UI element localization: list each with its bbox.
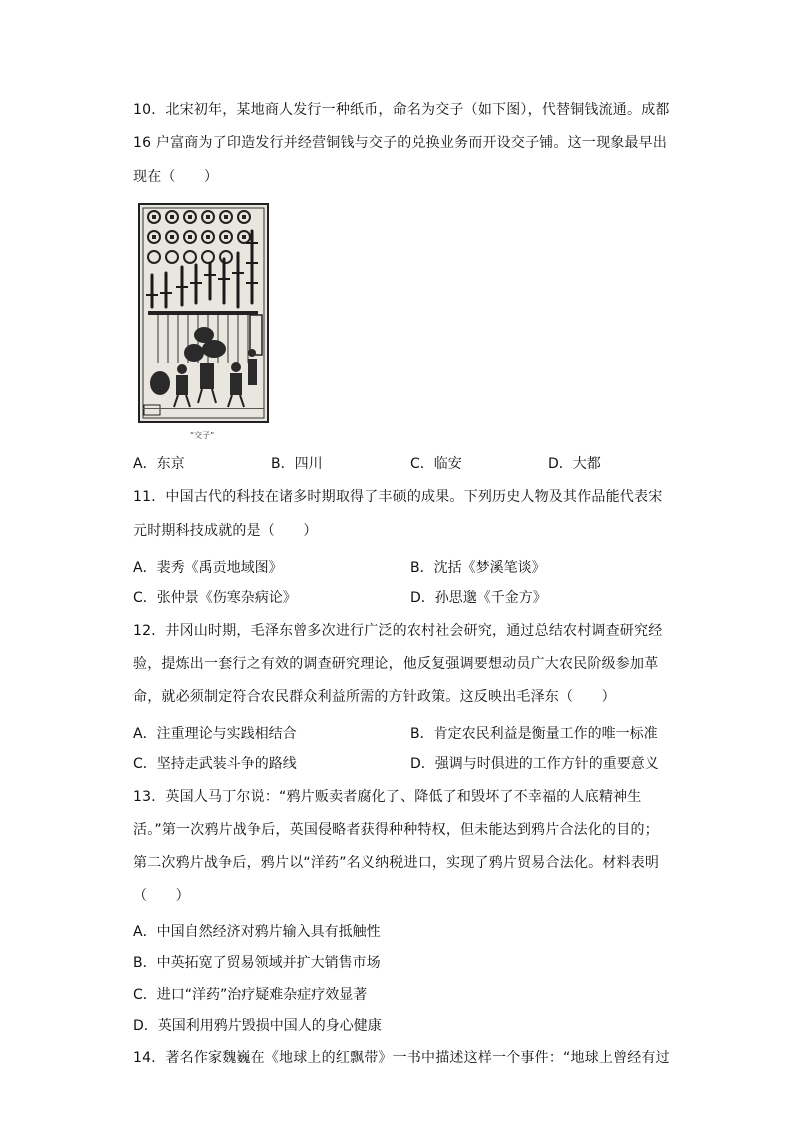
q10-option-a[interactable]: A．东京 bbox=[133, 456, 185, 472]
q11-line-2: 元时期科技成就的是（ ） bbox=[133, 523, 318, 539]
q12-option-a[interactable]: A．注重理论与实践相结合 bbox=[133, 726, 297, 742]
q10-line-1: 10．北宋初年，某地商人发行一种纸币，命名为交子（如下图），代替铜钱流通。成都 bbox=[133, 102, 670, 118]
q13-option-d[interactable]: D．英国利用鸦片毁损中国人的身心健康 bbox=[133, 1018, 382, 1034]
q12-option-b[interactable]: B．肯定农民利益是衡量工作的唯一标准 bbox=[410, 726, 658, 742]
jiaozi-banknote-image bbox=[138, 203, 269, 423]
q14-line-1: 14．著名作家魏巍在《地球上的红飘带》一书中描述这样一个事件：“地球上曾经有过 bbox=[133, 1050, 670, 1066]
q12-option-d[interactable]: D．强调与时俱进的工作方针的重要意义 bbox=[410, 756, 659, 772]
q10-option-b[interactable]: B．四川 bbox=[271, 456, 323, 472]
q13-option-c[interactable]: C．进口“洋药”治疗疑难杂症疗效显著 bbox=[133, 987, 368, 1003]
q11-option-b[interactable]: B．沈括《梦溪笔谈》 bbox=[410, 560, 546, 576]
image-caption: “交子” bbox=[190, 431, 215, 440]
q13-option-b[interactable]: B．中英拓宽了贸易领域并扩大销售市场 bbox=[133, 955, 381, 971]
q13-line-3: 第二次鸦片战争后，鸦片以“洋药”名义纳税进口，实现了鸦片贸易合法化。材料表明 bbox=[133, 855, 660, 871]
q11-option-d[interactable]: D．孙思邈《千金方》 bbox=[410, 590, 547, 606]
q12-option-c[interactable]: C．坚持走武装斗争的路线 bbox=[133, 756, 297, 772]
q12-line-3: 命，就必须制定符合农民群众利益所需的方针政策。这反映出毛泽东（ ） bbox=[133, 689, 616, 705]
q12-line-2: 验，提炼出一套行之有效的调查研究理论，他反复强调要想动员广大农民阶级参加革 bbox=[133, 656, 659, 672]
q12-line-1: 12．井冈山时期，毛泽东曾多次进行广泛的农村社会研究，通过总结农村调查研究经 bbox=[133, 623, 663, 639]
q10-line-3: 现在（ ） bbox=[133, 169, 219, 185]
q13-line-1: 13．英国人马丁尔说：“鸦片贩卖者腐化了、降低了和毁坏了不幸福的人底精神生 bbox=[133, 789, 642, 805]
q10-line-2: 16 户富商为了印造发行并经营铜钱与交子的兑换业务而开设交子铺。这一现象最早出 bbox=[133, 135, 668, 151]
q10-option-c[interactable]: C．临安 bbox=[410, 456, 462, 472]
q13-line-4: （ ） bbox=[133, 888, 190, 904]
q13-line-2: 活。”第一次鸦片战争后，英国侵略者获得种种特权，但未能达到鸦片合法化的目的； bbox=[133, 822, 659, 838]
q10-option-d[interactable]: D．大都 bbox=[548, 456, 601, 472]
q11-line-1: 11．中国古代的科技在诸多时期取得了丰硕的成果。下列历史人物及其作品能代表宋 bbox=[133, 489, 663, 505]
q11-option-a[interactable]: A．裴秀《禹贡地域图》 bbox=[133, 560, 283, 576]
q13-option-a[interactable]: A．中国自然经济对鸦片输入具有抵触性 bbox=[133, 924, 381, 940]
q11-option-c[interactable]: C．张仲景《伤寒杂病论》 bbox=[133, 590, 297, 606]
